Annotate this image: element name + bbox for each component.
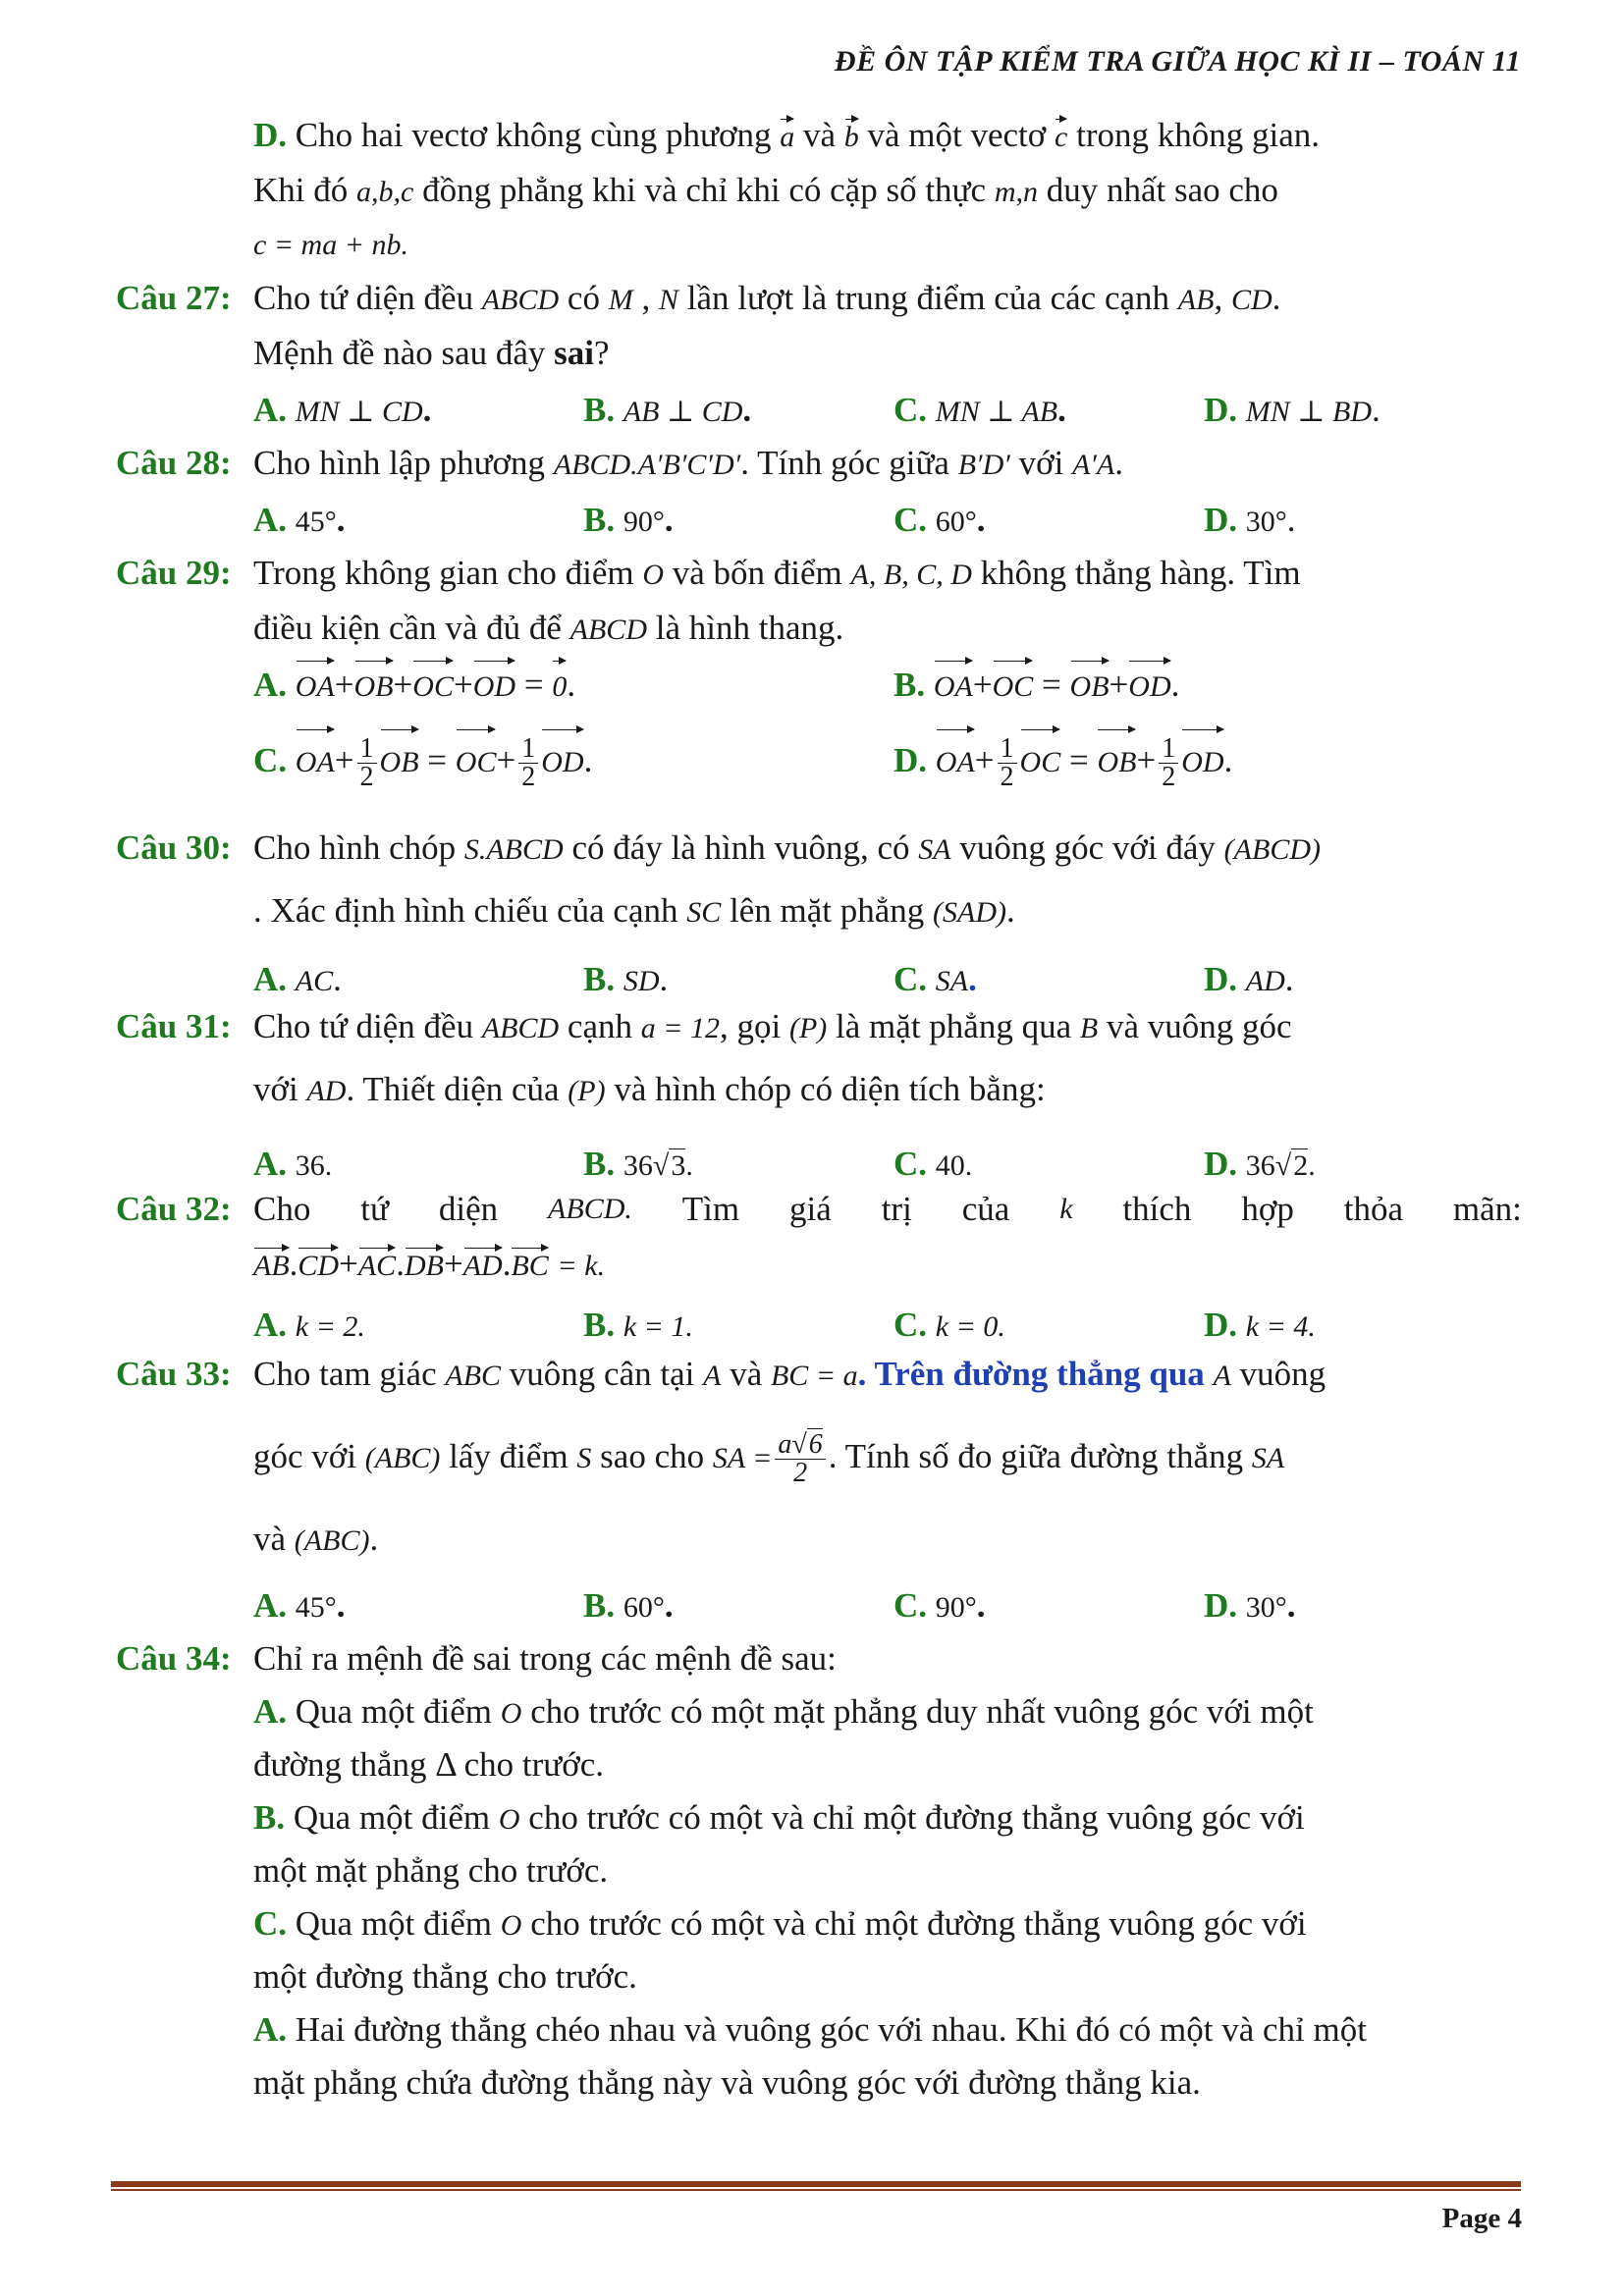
q29-option-a[interactable]: A. OA+OB+OC+OD = 0. — [253, 658, 575, 715]
q33-option-c[interactable]: C. 90°. — [893, 1586, 986, 1625]
q26-d-line2: Khi đó a,b,c đồng phẳng khi và chỉ khi có cặp số thực m,n duy nhất sao cho — [253, 171, 1278, 209]
q29-stem-line2: điều kiện cần và đủ để ABCD là hình thang. — [253, 609, 844, 647]
q27-label: Câu 27: — [116, 279, 232, 317]
q33-stem-line3: và (ABC). — [253, 1520, 379, 1558]
q32-option-a[interactable]: A. k = 2. — [253, 1306, 365, 1344]
q30-stem-line1: Cho hình chóp S.ABCD có đáy là hình vuông, có SA vuông góc với đáy (ABCD) — [253, 828, 1321, 867]
q27-stem-line1: Cho tứ diện đều ABCD có M , N lần lượt là trung điểm của các cạnh AB, CD. — [253, 279, 1281, 317]
q33-option-d[interactable]: D. 30°. — [1204, 1586, 1296, 1625]
q29-option-b[interactable]: B. OA+OC = OB+OD. — [893, 658, 1179, 715]
q26-d-line1: D. Cho hai vectơ không cùng phương a và b và một vectơ c trong không gian. — [253, 116, 1522, 157]
q27-option-c[interactable]: C. MN ⊥ AB. — [893, 391, 1066, 429]
q34-option-d[interactable]: A. Hai đường thẳng chéo nhau và vuông góc với nhau. Khi đó có một và chỉ một — [253, 2010, 1367, 2049]
q30-label: Câu 30: — [116, 828, 232, 867]
q27-option-b[interactable]: B. AB ⊥ CD. — [583, 391, 752, 429]
q31-stem-line2: với AD. Thiết diện của (P) và hình chóp có diện tích bằng: — [253, 1070, 1046, 1108]
q32-stem-line2: AB.CD+AC.DB+AD.BC = k. — [253, 1245, 1522, 1286]
q31-option-a[interactable]: A. 36. — [253, 1145, 333, 1183]
q31-label: Câu 31: — [116, 1007, 232, 1045]
q34-stem: Chỉ ra mệnh đề sai trong các mệnh đề sau: — [253, 1639, 837, 1678]
q30-stem-line2: . Xác định hình chiếu của cạnh SC lên mặt phẳng (SAD). — [253, 891, 1015, 930]
q30-option-b[interactable]: B. SD. — [583, 960, 669, 998]
q28-option-b[interactable]: B. 90°. — [583, 501, 674, 539]
q31-option-d[interactable]: D. 36√2. — [1204, 1145, 1316, 1183]
q34-option-a[interactable]: A. Qua một điểm O cho trước có một mặt phẳng duy nhất vuông góc với một — [253, 1692, 1314, 1731]
footer-rule-thin — [111, 2189, 1521, 2191]
q33-stem-line2: góc với (ABC) lấy điểm S sao cho SA = $\frac{a√6}{2}$ . Tính số đo giữa đường thẳng SA — [253, 1429, 1285, 1489]
q28-option-a[interactable]: A. 45°. — [253, 501, 346, 539]
q28-stem: Cho hình lập phương ABCD.A′B′C′D′. Tính góc giữa B′D′ với A′A. — [253, 444, 1124, 482]
q30-option-a[interactable]: A. AC. — [253, 960, 342, 998]
q32-option-c[interactable]: C. k = 0. — [893, 1306, 1005, 1344]
q29-option-d[interactable]: D. OA+ $\frac{1}{2}$ OC = OB+ $\frac{1}{2}$ OD. — [893, 726, 1232, 797]
page-number: Page 4 — [1441, 2203, 1522, 2234]
q30-option-d[interactable]: D. AD. — [1204, 960, 1294, 998]
q27-options — [253, 383, 1522, 438]
q32-stem-line1: Cho tứ diện ABCD. Tìm giá trị của k thích hợp thỏa mãn: — [253, 1190, 1522, 1228]
footer-rule — [111, 2181, 1521, 2187]
q32-option-d[interactable]: D. k = 4. — [1204, 1306, 1316, 1344]
q28-label: Câu 28: — [116, 444, 232, 482]
q29-label: Câu 29: — [116, 554, 232, 592]
q31-option-c[interactable]: C. 40. — [893, 1145, 973, 1183]
q33-option-a[interactable]: A. 45°. — [253, 1586, 346, 1625]
q27-stem-line2: Mệnh đề nào sau đây sai? — [253, 334, 610, 372]
q34-option-b[interactable]: B. Qua một điểm O cho trước có một và chỉ một đường thẳng vuông góc với — [253, 1798, 1305, 1837]
q29-options-row2 — [253, 726, 1522, 795]
q30-option-c[interactable]: C. SA. — [893, 960, 977, 998]
q30-options — [253, 952, 1522, 1007]
q29-options-row1 — [253, 658, 1522, 713]
q27-option-a[interactable]: A. MN ⊥ CD. — [253, 391, 432, 429]
q26-d-line3: c = ma + nb. — [253, 229, 408, 261]
q28-option-c[interactable]: C. 60°. — [893, 501, 986, 539]
q29-stem-line1: Trong không gian cho điểm O và bốn điểm A, B, C, D không thẳng hàng. Tìm — [253, 554, 1301, 592]
q28-option-d[interactable]: D. 30°. — [1204, 501, 1296, 539]
q31-options — [253, 1137, 1522, 1192]
q28-options — [253, 493, 1522, 548]
q31-stem-line1: Cho tứ diện đều ABCD cạnh a = 12, gọi (P) là mặt phẳng qua B và vuông góc — [253, 1007, 1292, 1045]
q34-option-b-line2: một mặt phẳng cho trước. — [253, 1851, 609, 1890]
q27-option-d[interactable]: D. MN ⊥ BD. — [1204, 391, 1380, 429]
q33-label: Câu 33: — [116, 1355, 232, 1393]
q32-options — [253, 1298, 1522, 1353]
q34-label: Câu 34: — [116, 1639, 232, 1678]
page-header: ĐỀ ÔN TẬP KIỂM TRA GIỮA HỌC KÌ II – TOÁN 11 — [834, 45, 1521, 78]
q34-option-c[interactable]: C. Qua một điểm O cho trước có một và chỉ một đường thẳng vuông góc với — [253, 1904, 1307, 1943]
q33-option-b[interactable]: B. 60°. — [583, 1586, 674, 1625]
q34-option-c-line2: một đường thẳng cho trước. — [253, 1957, 637, 1996]
q32-label: Câu 32: — [116, 1190, 232, 1228]
q34-option-d-line2: mặt phẳng chứa đường thẳng này và vuông góc với đường thẳng kia. — [253, 2063, 1201, 2102]
q33-options — [253, 1578, 1522, 1633]
q29-option-c[interactable]: C. OA+ $\frac{1}{2}$ OB = OC+ $\frac{1}{2}$ OD. — [253, 726, 592, 797]
q31-option-b[interactable]: B. 36√3. — [583, 1145, 693, 1183]
q32-option-b[interactable]: B. k = 1. — [583, 1306, 693, 1344]
q33-stem-line1: Cho tam giác ABC vuông cân tại A và BC = a. Trên đường thẳng qua A vuông — [253, 1355, 1326, 1393]
q34-option-a-line2: đường thẳng Δ cho trước. — [253, 1745, 604, 1784]
